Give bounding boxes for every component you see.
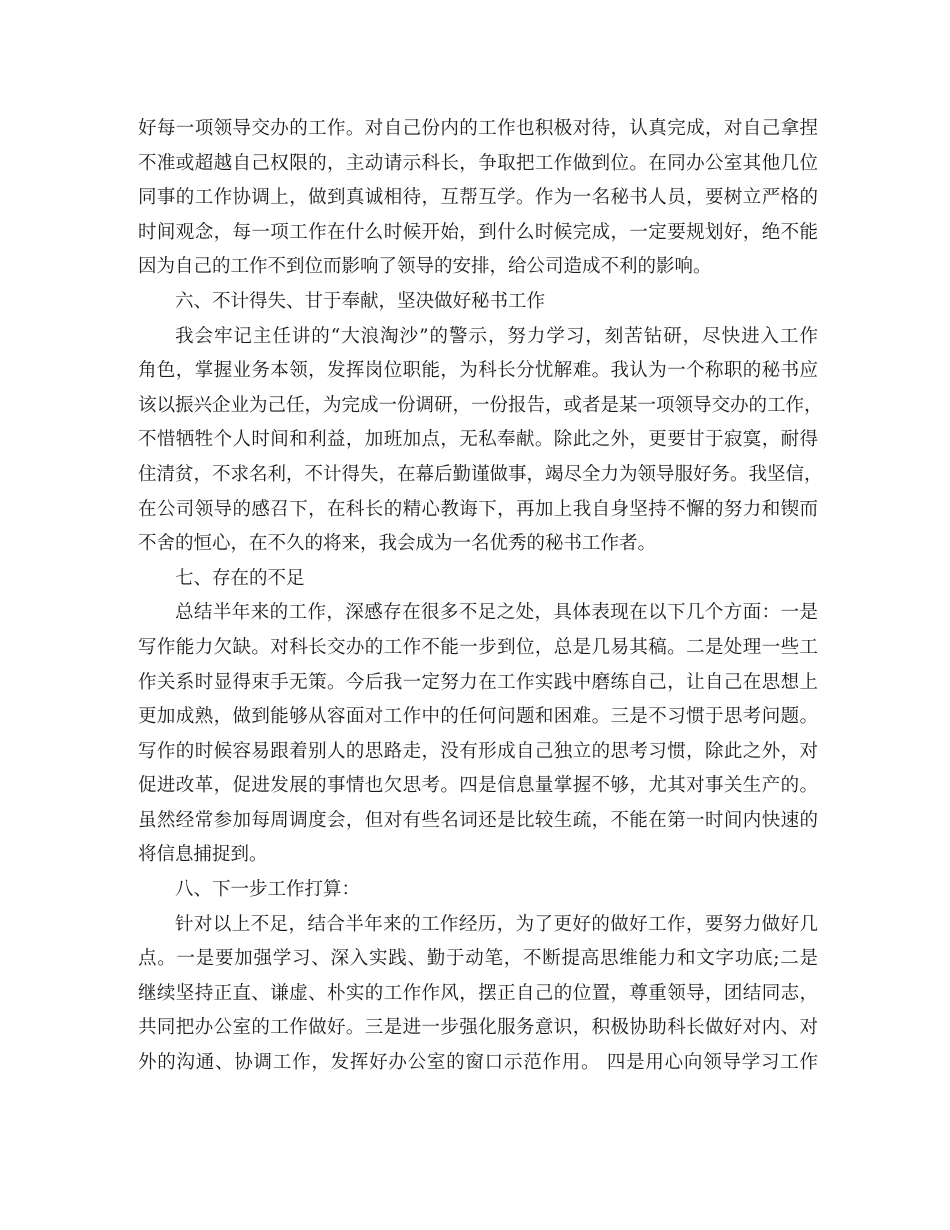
text-line: 外的沟通、协调工作，发挥好办公室的窗口示范作用。 四是用心向领导学习工作 [138, 1052, 818, 1074]
text-line: 不准或超越自己权限的，主动请示科长，争取把工作做到位。在同办公室其他几位 [138, 152, 818, 174]
text-line: 继续坚持正直、谦虚、朴实的工作作风，摆正自己的位置，尊重领导，团结同志， [138, 982, 818, 1004]
text-line: 将信息捕捉到。 [138, 844, 268, 866]
text-line: 六、不计得失、甘于奉献，坚决做好秘书工作 [175, 290, 546, 312]
text-line: 因为自己的工作不到位而影响了领导的安排，给公司造成不利的影响。 [138, 256, 712, 278]
text-line: 该以振兴企业为己任，为完成一份调研，一份报告，或者是某一项领导交办的工作， [138, 394, 823, 416]
text-line: 更加成熟，做到能够从容面对工作中的任何问题和困难。三是不习惯于思考问题。 [138, 706, 818, 728]
text-line: 总结半年来的工作，深感存在很多不足之处，具体表现在以下几个方面：一是 [175, 602, 818, 624]
text-line: 作关系时显得束手无策。今后我一定努力在工作实践中磨练自己，让自己在思想上 [138, 671, 818, 693]
text-line: 我会牢记主任讲的“大浪淘沙”的警示，努力学习，刻苦钻研，尽快进入工作 [175, 325, 818, 347]
text-line: 时间观念，每一项工作在什么时候开始，到什么时候完成，一定要规划好，绝不能 [138, 221, 818, 243]
text-line: 虽然经常参加每周调度会，但对有些名词还是比较生疏，不能在第一时间内快速的 [138, 809, 818, 831]
text-line: 不惜牺牲个人时间和利益，加班加点，无私奉献。除此之外，更要甘于寂寞，耐得 [138, 429, 818, 451]
document-body [138, 112, 823, 1081]
text-line: 不舍的恒心，在不久的将来，我会成为一名优秀的秘书工作者。 [138, 533, 657, 555]
text-line: 七、存在的不足 [175, 567, 305, 589]
text-line: 点。一是要加强学习、深入实践、勤于动笔，不断提高思维能力和文字功底;二是 [138, 948, 818, 970]
text-line: 共同把办公室的工作做好。三是进一步强化服务意识，积极协助科长做好对内、对 [138, 1017, 818, 1039]
text-line: 写作能力欠缺。对科长交办的工作不能一步到位，总是几易其稿。二是处理一些工 [138, 636, 818, 658]
text-line: 在公司领导的感召下，在科长的精心教诲下，再加上我自身坚持不懈的努力和锲而 [138, 498, 818, 520]
text-line: 角色，掌握业务本领，发挥岗位职能，为科长分忧解难。我认为一个称职的秘书应 [138, 360, 818, 382]
text-line: 同事的工作协调上，做到真诚相待，互帮互学。作为一名秘书人员，要树立严格的 [138, 187, 818, 209]
text-line: 好每一项领导交办的工作。对自己份内的工作也积极对待，认真完成，对自己拿捏 [138, 118, 818, 139]
text-line: 写作的时候容易跟着别人的思路走，没有形成自己独立的思考习惯，除此之外，对 [138, 740, 818, 762]
text-line: 针对以上不足，结合半年来的工作经历，为了更好的做好工作，要努力做好几 [175, 913, 818, 935]
text-line: 八、下一步工作打算： [175, 879, 361, 901]
text-line: 住清贫，不求名利，不计得失，在幕后勤谨做事，竭尽全力为领导服好务。我坚信， [138, 463, 823, 485]
text-line: 促进改革，促进发展的事情也欠思考。四是信息量掌握不够，尤其对事关生产的。 [138, 775, 818, 797]
